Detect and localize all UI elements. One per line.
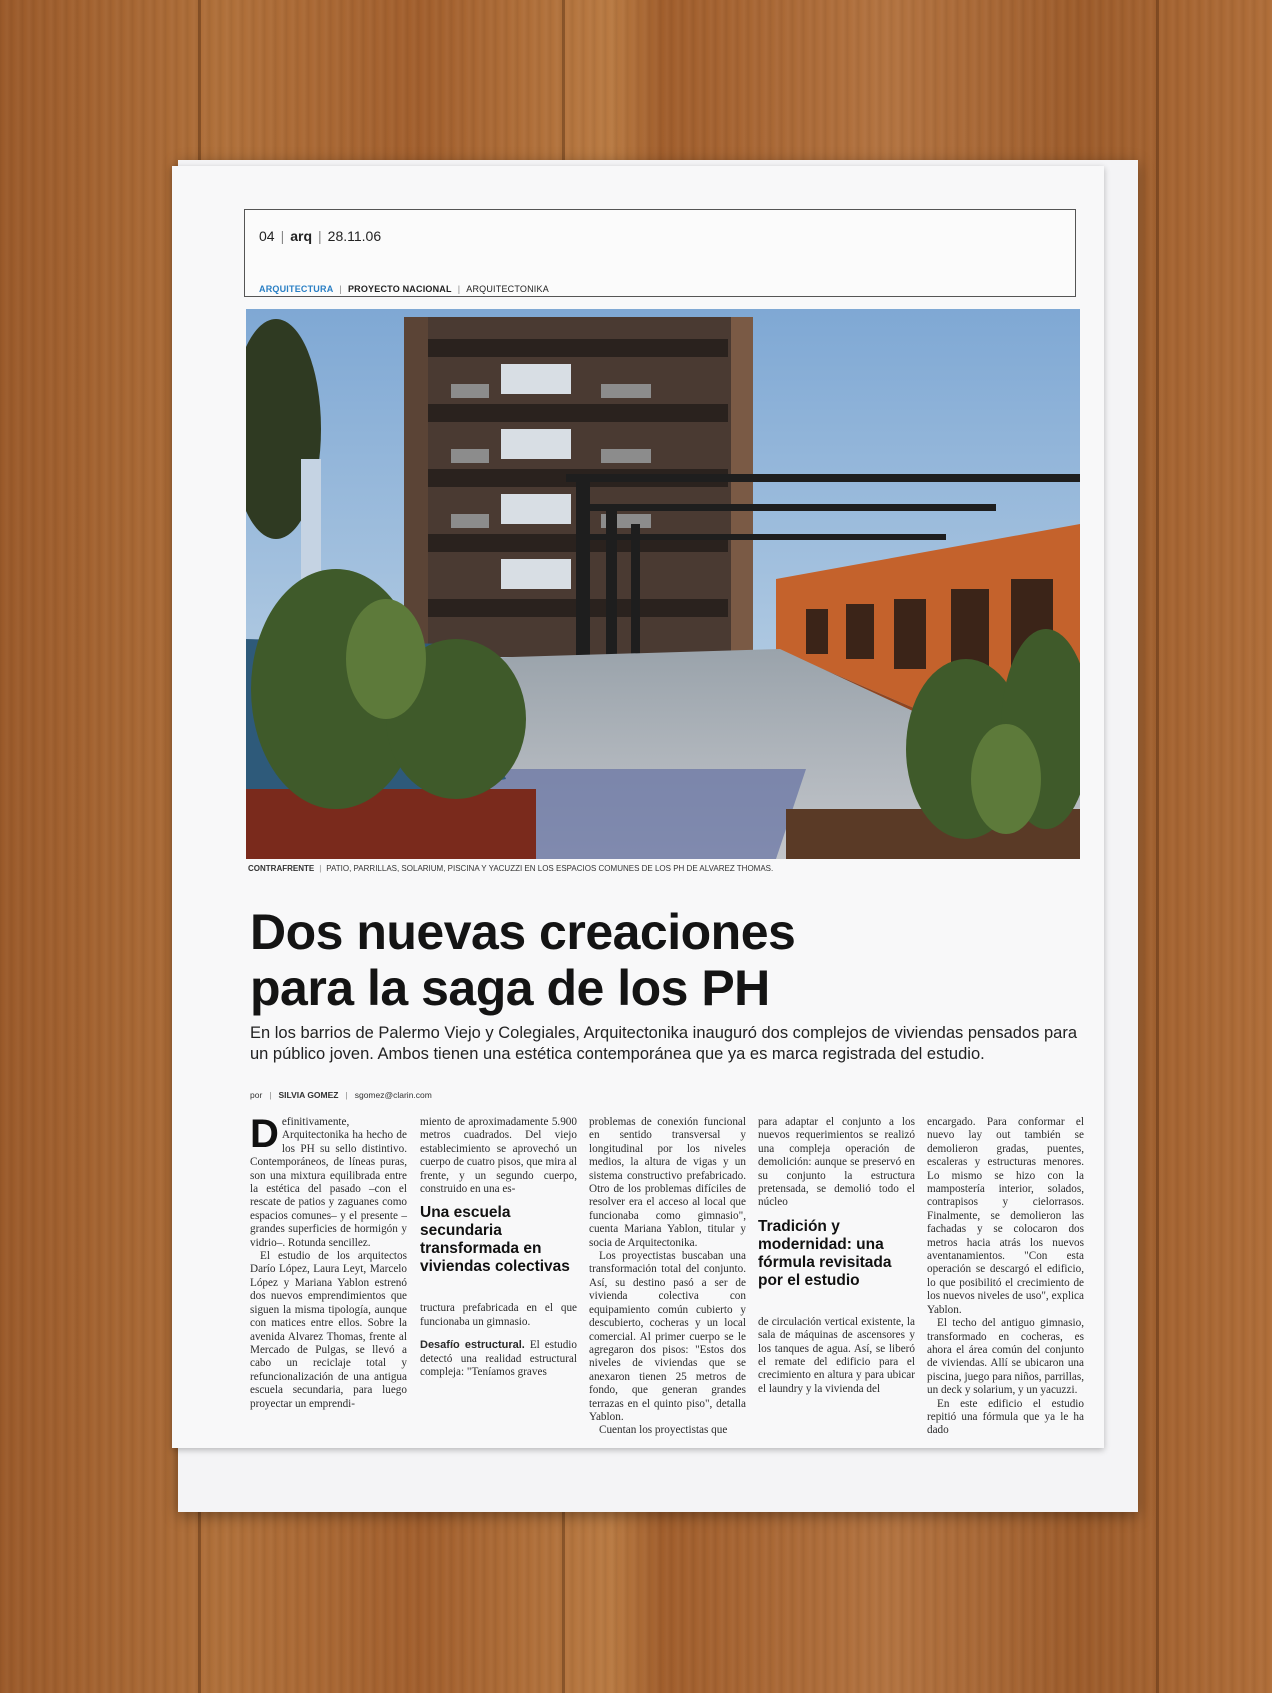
- subheading: Una escuela secundaria transformada en viviendas colectivas: [420, 1204, 570, 1276]
- nav-arquitectonika: ARQUITECTONIKA: [466, 284, 549, 294]
- photo-caption: CONTRAFRENTE | PATIO, PARRILLAS, SOLARIUM, PISCINA Y YACUZZI EN LOS ESPACIOS COMUNES DE LOS PH DE ALVAREZ THOMAS.: [248, 864, 774, 873]
- byline-author: SILVIA GOMEZ: [278, 1090, 339, 1100]
- byline-email: sgomez@clarin.com: [354, 1090, 432, 1100]
- article-column-2: [420, 1116, 577, 1379]
- caption-text: PATIO, PARRILLAS, SOLARIUM, PISCINA Y YACUZZI EN LOS ESPACIOS COMUNES DE LOS PH DE ALVAREZ THOMAS.: [326, 864, 774, 873]
- nav-proyecto-nacional: PROYECTO NACIONAL: [347, 284, 452, 294]
- wood-seam: [1156, 0, 1159, 1693]
- nav-arquitectura: ARQUITECTURA: [259, 284, 334, 294]
- article-column-4: [758, 1116, 915, 1396]
- headline-line-2: para la saga de los PH: [250, 960, 770, 1016]
- paragraph: En este edificio el estudio repitió una fórmula que ya le ha dado: [927, 1397, 1084, 1437]
- byline: por | SILVIA GOMEZ | sgomez@clarin.com: [250, 1090, 432, 1100]
- paragraph: Los proyectistas buscaban una transformación total del conjunto. Así, su destino pasó a ser de vivienda colectiva con equipamiento común cubierto y descubierto, cocheras y un local comercial. Al primer cuerpo se le agregaron dos pisos: "Estos dos niveles de viviendas que se anexaron tienen 25 metros de fondo, que generan grandes terrazas en el quinto piso", detalla Yablon.: [589, 1250, 746, 1423]
- headline-line-1: Dos nuevas creaciones: [250, 904, 796, 960]
- page-header: [244, 209, 1076, 297]
- paragraph: Definitivamente, Arquitectonika ha hecho de los PH su sello distintivo. Contemporáneos, de líneas puras, son una mixtura equilibrada entre la estética del pasado –con el rescate de patios y zaguanes como espacios comunes– y el presente –grandes superficies de hormigón y vidrio–. Rotunda sencillez.: [250, 1112, 407, 1249]
- article-column-1: [250, 1112, 407, 1411]
- paragraph: miento de aproximadamente 5.900 metros cuadrados. Del viejo establecimiento se aprovechó un cuerpo de cuatro pisos, que mira al frente, y un segundo cuerpo, construido en una es-: [420, 1116, 577, 1196]
- article-column-3: [589, 1116, 746, 1438]
- deck-subtitle: En los barrios de Palermo Viejo y Colegiales, Arquitectonika inauguró dos complejos de viviendas pensados para un público joven. Ambos tienen una estética contemporánea que ya es marca registrada del estudio.: [250, 1024, 1078, 1063]
- issue-date: 28.11.06: [327, 228, 382, 244]
- folio: 04 | arq | 28.11.06: [259, 228, 382, 244]
- section-name: arq: [290, 228, 313, 244]
- paragraph: tructura prefabricada en el que funcionaba un gimnasio.: [420, 1302, 577, 1328]
- building-photo: [246, 309, 1080, 859]
- subheading: Tradición y modernidad: una fórmula revisitada por el estudio: [758, 1217, 892, 1289]
- paragraph: de circulación vertical existente, la sala de máquinas de ascensores y los tanques de agua. Así, se liberó el remate del edificio para el crecimiento en altura y para ubicar el laundry y la vivienda del: [758, 1315, 915, 1395]
- run-in-heading: Desafío estructural.: [420, 1339, 525, 1352]
- paragraph: Cuentan los proyectistas que: [599, 1424, 728, 1437]
- caption-label: CONTRAFRENTE: [248, 864, 315, 873]
- paragraph: para adaptar el conjunto a los nuevos requerimientos se realizó una compleja operación de demolición: aunque se preservó en su conjunto la estructura pretensada, se demolió todo el núcleo: [758, 1116, 915, 1209]
- paragraph: encargado. Para conformar el nuevo lay out también se demolieron gradas, puentes, escaleras y estructuras menores. Lo mismo se hizo con la mampostería interior, solados, contrapisos y cielorrasos. Finalmente, se demolieron las fachadas y se colocaron dos metros hacia atrás los nuevos aventanamientos. "Con esta operación se descargó el edificio, lo que posibilitó el crecimiento de los nuevos niveles de uso", explica Yablon.: [927, 1116, 1084, 1316]
- paragraph: Desafío estructural. El estudio detectó una realidad estructural compleja: "Teníamos graves: [420, 1339, 578, 1379]
- paragraph: El techo del antiguo gimnasio, transformado en cocheras, es ahora el área común del conjunto de viviendas. Allí se ubicaron una piscina, juego para niños, parrillas, un deck y solarium, y un yacuzzi.: [927, 1317, 1084, 1397]
- newspaper-page: [172, 166, 1104, 1448]
- headline: [250, 904, 1070, 1016]
- section-nav: ARQUITECTURA | PROYECTO NACIONAL | ARQUITECTONIKA: [259, 284, 549, 294]
- article-column-5: [927, 1116, 1084, 1438]
- dropcap: D: [250, 1112, 279, 1156]
- byline-prefix: por: [250, 1090, 263, 1100]
- paragraph: problemas de conexión funcional en sentido transversal y longitudinal por los niveles medios, la altura de vigas y un sistema constructivo prefabricado. Otro de los problemas difíciles de resolver era el acceso al local que funcionaba como gimnasio", cuenta Mariana Yablon, titular y socia de Arquitectonika.: [589, 1116, 746, 1249]
- page-number: 04: [259, 228, 275, 244]
- paragraph: El estudio de los arquitectos Darío López, Laura Leyt, Marcelo López y Mariana Yablon estrenó dos nuevos emprendimientos que siguen la misma tipología, aunque con matices entre ellos. Sobre la avenida Alvarez Thomas, frente al Mercado de Pulgas, se llevó a cabo un reciclaje total y refuncionalización de una antigua escuela secundaria, para luego proyectar un emprendi-: [250, 1250, 407, 1410]
